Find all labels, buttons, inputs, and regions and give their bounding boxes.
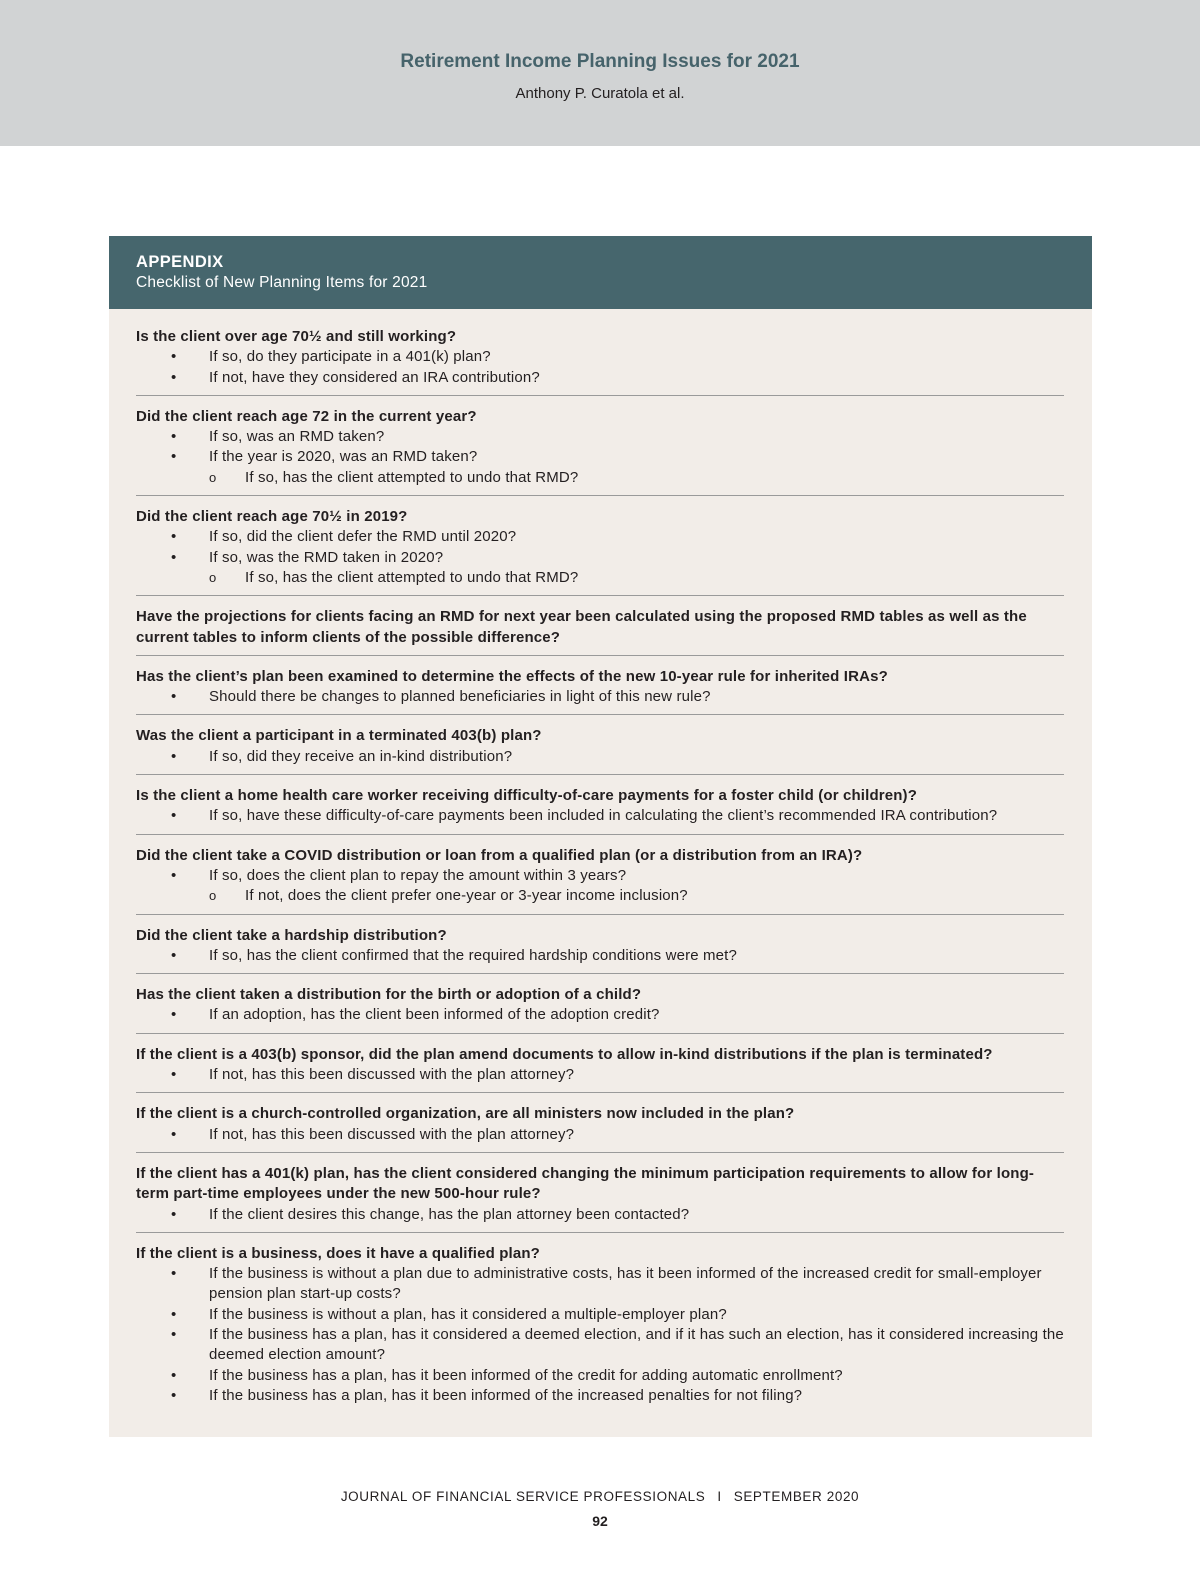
bullet-text: Should there be changes to planned beneficiaries in light of this new rule?	[209, 688, 711, 706]
checklist-bullet	[136, 946, 1064, 966]
bullet-text: If the business is without a plan due to administrative costs, has it been informed of the increased credit for small-employer pension plan start-up costs?	[209, 1265, 1042, 1303]
checklist-bullet	[136, 1065, 1064, 1085]
checklist-question: If the client is a church-controlled organization, are all ministers now included in the plan?	[136, 1105, 795, 1123]
appendix-label: APPENDIX	[136, 253, 224, 271]
bullet-marker: •	[171, 1325, 177, 1343]
bullet-text: If the business has a plan, has it been informed of the credit for adding automatic enrollment?	[209, 1366, 843, 1384]
checklist-bullet	[136, 1205, 1064, 1225]
bullet-text: If so, was an RMD taken?	[209, 428, 385, 446]
issue-date: SEPTEMBER 2020	[733, 1489, 860, 1504]
checklist-item	[136, 1104, 1064, 1153]
bullet-text: If the client desires this change, has the plan attorney been contacted?	[209, 1205, 690, 1223]
bullet-marker: •	[171, 368, 177, 386]
checklist-item	[136, 1164, 1064, 1233]
checklist	[109, 309, 1092, 1413]
checklist-bullet	[136, 806, 1064, 826]
checklist-item	[136, 667, 1064, 716]
bullet-text: If so, has the client confirmed that the required hardship conditions were met?	[209, 946, 737, 964]
journal-name: JOURNAL OF FINANCIAL SERVICE PROFESSIONALS	[340, 1489, 706, 1504]
bullet-marker: •	[171, 747, 177, 765]
bullet-text: If so, does the client plan to repay the amount within 3 years?	[209, 866, 627, 884]
checklist-item	[136, 1244, 1064, 1413]
checklist-item	[136, 846, 1064, 915]
checklist-item	[136, 926, 1064, 975]
checklist-sub-bullet	[136, 886, 1064, 906]
bullet-text: If so, did they receive an in-kind distribution?	[209, 747, 513, 765]
checklist-bullet	[136, 548, 1064, 568]
checklist-bullet	[136, 1125, 1064, 1145]
bullet-text: If so, has the client attempted to undo that RMD?	[245, 468, 579, 486]
checklist-item	[136, 507, 1064, 596]
bullet-text: If not, has this been discussed with the plan attorney?	[209, 1066, 575, 1084]
bullet-text: If so, has the client attempted to undo that RMD?	[245, 568, 579, 586]
bullet-text: If not, have they considered an IRA contribution?	[209, 368, 540, 386]
sub-bullet-marker: o	[209, 888, 217, 904]
bullet-text: If the business is without a plan, has it considered a multiple-employer plan?	[209, 1305, 727, 1323]
bullet-text: If so, do they participate in a 401(k) plan?	[209, 348, 491, 366]
footer-separator: I	[717, 1489, 722, 1504]
checklist-question: Did the client reach age 72 in the current year?	[136, 407, 477, 425]
checklist-question: Have the projections for clients facing an RMD for next year been calculated using the proposed RMD tables as well as the current tables to inform clients of the possible difference?	[136, 608, 1027, 646]
article-author: Anthony P. Curatola et al.	[515, 85, 685, 102]
sub-bullet-marker: o	[209, 469, 217, 485]
bullet-marker: •	[171, 448, 177, 466]
checklist-bullet	[136, 447, 1064, 467]
checklist-bullet	[136, 687, 1064, 707]
bullet-text: If not, has this been discussed with the plan attorney?	[209, 1125, 575, 1143]
checklist-question: Has the client taken a distribution for the birth or adoption of a child?	[136, 986, 642, 1004]
checklist-item	[136, 985, 1064, 1034]
checklist-question: Did the client take a hardship distribution?	[136, 926, 447, 944]
checklist-bullet	[136, 1264, 1064, 1305]
checklist-question: If the client is a business, does it have a qualified plan?	[136, 1244, 540, 1262]
checklist-bullet	[136, 1325, 1064, 1366]
checklist-question: Has the client’s plan been examined to determine the effects of the new 10-year rule for inherited IRAs?	[136, 667, 888, 685]
checklist-bullet	[136, 427, 1064, 447]
bullet-text: If the year is 2020, was an RMD taken?	[209, 448, 478, 466]
checklist-bullet	[136, 347, 1064, 367]
bullet-marker: •	[171, 1066, 177, 1084]
checklist-item	[136, 607, 1064, 656]
article-title: Retirement Income Planning Issues for 2021	[400, 51, 800, 72]
bullet-text: If so, was the RMD taken in 2020?	[209, 548, 444, 566]
bullet-marker: •	[171, 688, 177, 706]
bullet-marker: •	[171, 807, 177, 825]
checklist-bullet	[136, 1366, 1064, 1386]
bullet-marker: •	[171, 428, 177, 446]
footer	[0, 1489, 1200, 1504]
sub-bullet-marker: o	[209, 569, 217, 585]
bullet-marker: •	[171, 1006, 177, 1024]
checklist-bullet	[136, 368, 1064, 388]
bullet-text: If so, did the client defer the RMD until 2020?	[209, 528, 517, 546]
bullet-marker: •	[171, 1265, 177, 1283]
bullet-text: If an adoption, has the client been informed of the adoption credit?	[209, 1006, 660, 1024]
bullet-marker: •	[171, 348, 177, 366]
checklist-bullet	[136, 1386, 1064, 1406]
checklist-bullet	[136, 1305, 1064, 1325]
checklist-question: Was the client a participant in a terminated 403(b) plan?	[136, 727, 542, 745]
checklist-question: Is the client a home health care worker receiving difficulty-of-care payments for a foster child (or children)?	[136, 787, 918, 805]
checklist-question: Did the client take a COVID distribution or loan from a qualified plan (or a distribution from an IRA)?	[136, 846, 863, 864]
bullet-marker: •	[171, 528, 177, 546]
bullet-text: If not, does the client prefer one-year or 3-year income inclusion?	[245, 887, 688, 905]
checklist-item	[136, 786, 1064, 835]
bullet-text: If the business has a plan, has it been informed of the increased penalties for not filing?	[209, 1386, 803, 1404]
checklist-item	[136, 327, 1064, 396]
appendix-box	[109, 236, 1092, 1437]
checklist-question: If the client is a 403(b) sponsor, did the plan amend documents to allow in-kind distributions if the plan is terminated?	[136, 1045, 993, 1063]
bullet-text: If the business has a plan, has it considered a deemed election, and if it has such an election, has it considered increasing the deemed election amount?	[209, 1325, 1064, 1364]
bullet-marker: •	[171, 1305, 177, 1323]
appendix-subtitle: Checklist of New Planning Items for 2021	[136, 274, 428, 291]
bullet-text: If so, have these difficulty-of-care payments been included in calculating the client’s recommended IRA contribution?	[209, 807, 998, 825]
page-number: 92	[592, 1513, 608, 1529]
checklist-bullet	[136, 1005, 1064, 1025]
bullet-marker: •	[171, 1205, 177, 1223]
checklist-question: Is the client over age 70½ and still working?	[136, 328, 457, 345]
appendix-header	[109, 236, 1092, 309]
checklist-bullet	[136, 866, 1064, 886]
bullet-marker: •	[171, 866, 177, 884]
bullet-marker: •	[171, 1386, 177, 1404]
checklist-bullet	[136, 527, 1064, 547]
checklist-sub-bullet	[136, 568, 1064, 588]
checklist-bullet	[136, 747, 1064, 767]
checklist-sub-bullet	[136, 468, 1064, 488]
checklist-question: If the client has a 401(k) plan, has the client considered changing the minimum participation requirements to allow for long-term part-time employees under the new 500-hour rule?	[136, 1164, 1035, 1203]
bullet-marker: •	[171, 946, 177, 964]
header-band	[0, 0, 1200, 146]
checklist-question: Did the client reach age 70½ in 2019?	[136, 508, 408, 526]
bullet-marker: •	[171, 1125, 177, 1143]
checklist-item	[136, 726, 1064, 775]
bullet-marker: •	[171, 548, 177, 566]
bullet-marker: •	[171, 1366, 177, 1384]
checklist-item	[136, 1045, 1064, 1094]
checklist-item	[136, 407, 1064, 496]
